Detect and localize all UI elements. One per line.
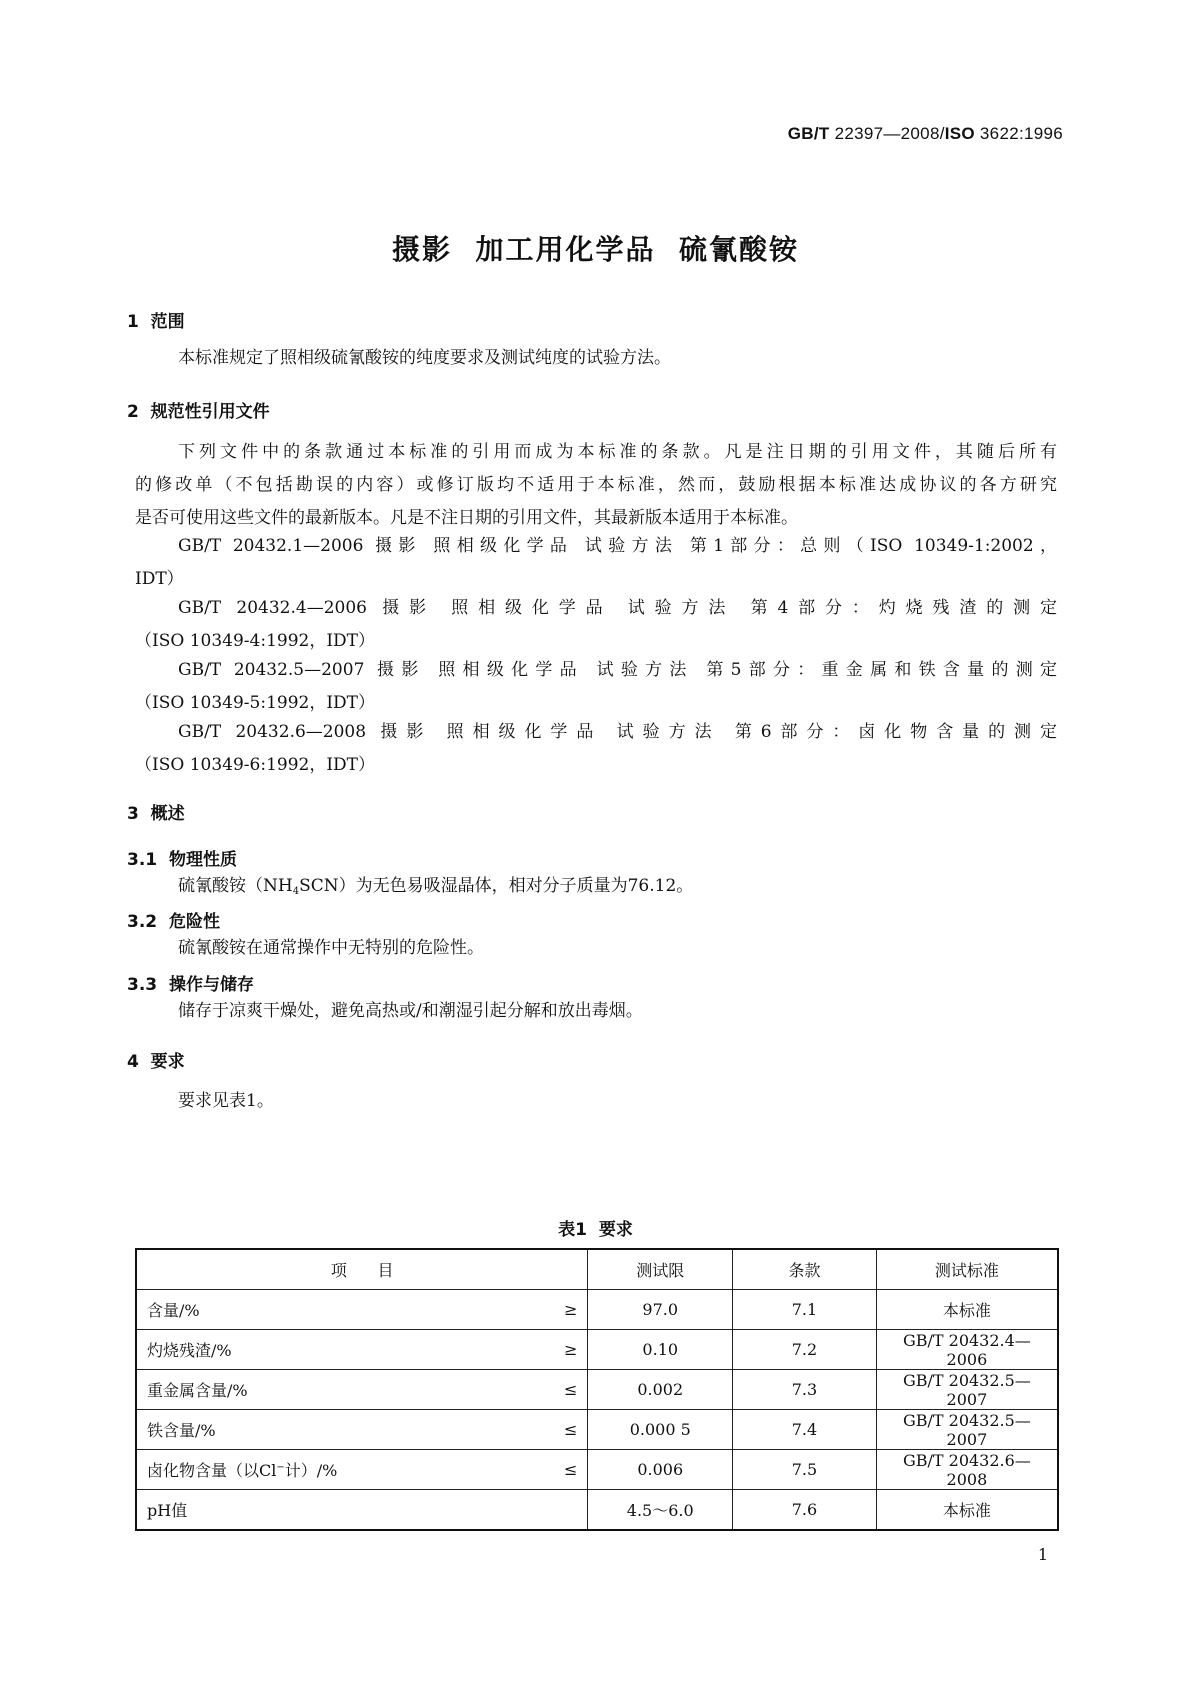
document-title: 摄影 加工用化学品 硫氰酸铵 (392, 233, 799, 266)
table-row (136, 1410, 1058, 1450)
standard-cell: GB/T 20432.5—2007 (876, 1410, 1058, 1450)
section-3-2-heading: 3.2 危险性 (127, 912, 220, 932)
standard-cell: GB/T 20432.5—2007 (876, 1370, 1058, 1410)
item-cell: pH值 (136, 1490, 588, 1531)
section-3-heading: 3 概述 (127, 804, 185, 824)
reference-item: GB/T 20432.4—2006 摄影 照相级化学品 试验方法 第4部分：灼烧残渣的测定 （ISO 10349-4:1992，IDT） (135, 598, 1057, 651)
section-4-heading: 4 要求 (127, 1052, 185, 1072)
clause-cell: 7.3 (733, 1370, 877, 1410)
standard-cell: GB/T 20432.6—2008 (876, 1450, 1058, 1490)
section-3-3-text: 储存于凉爽干燥处，避免高热或/和潮湿引起分解和放出毒烟。 (178, 1001, 643, 1021)
section-2-heading: 2 规范性引用文件 (127, 402, 270, 422)
limit-cell: 0.006 (588, 1450, 733, 1490)
item-cell: 重金属含量/% ≤ (136, 1370, 588, 1410)
limit-cell: 0.002 (588, 1370, 733, 1410)
clause-cell: 7.1 (733, 1290, 877, 1330)
clause-cell: 7.2 (733, 1330, 877, 1370)
clause-cell: 7.4 (733, 1410, 877, 1450)
limit-cell: 97.0 (588, 1290, 733, 1330)
clause-cell: 7.6 (733, 1490, 877, 1531)
standard-cell: 本标准 (876, 1490, 1058, 1531)
header-standard: 测试标准 (876, 1249, 1058, 1290)
table-caption: 表1 要求 (558, 1220, 633, 1240)
item-cell: 铁含量/% ≤ (136, 1410, 588, 1450)
header-item: 项 目 (136, 1249, 588, 1290)
standard-cell: GB/T 20432.4—2006 (876, 1330, 1058, 1370)
standard-code: GB/T 22397—2008/ISO 3622:1996 (787, 124, 1063, 143)
section-1-text: 本标准规定了照相级硫氰酸铵的纯度要求及测试纯度的试验方法。 (178, 348, 671, 368)
section-3-2-text: 硫氰酸铵在通常操作中无特别的危险性。 (178, 938, 484, 958)
table-header-row (136, 1249, 1058, 1290)
requirements-table (135, 1248, 1059, 1531)
page-number: 1 (1037, 1545, 1048, 1564)
table-row (136, 1450, 1058, 1490)
limit-cell: 4.5～6.0 (588, 1490, 733, 1531)
clause-cell: 7.5 (733, 1450, 877, 1490)
section-2-paragraph: 下列文件中的条款通过本标准的引用而成为本标准的条款。凡是注日期的引用文件，其随后所有 的修改单（不包括勘误的内容）或修订版均不适用于本标准，然而，鼓励根据本标准达成协议的各方研究 是否可使用这些文件的最新版本。凡是不注日期的引用文件，其最新版本适用于本标准。 (135, 442, 1057, 528)
table-row (136, 1370, 1058, 1410)
reference-item: GB/T 20432.1—2006 摄影 照相级化学品 试验方法 第1部分：总则（ISO 10349-1:2002， IDT） (135, 536, 1057, 589)
section-3-1-heading: 3.1 物理性质 (127, 850, 237, 870)
section-4-text: 要求见表1。 (178, 1091, 274, 1111)
item-cell: 含量/% ≥ (136, 1290, 588, 1330)
reference-item: GB/T 20432.6—2008 摄影 照相级化学品 试验方法 第6部分：卤化物含量的测定 （ISO 10349-6:1992，IDT） (135, 722, 1057, 775)
limit-cell: 0.10 (588, 1330, 733, 1370)
header-clause: 条款 (733, 1249, 877, 1290)
item-cell: 灼烧残渣/% ≥ (136, 1330, 588, 1370)
section-1-heading: 1 范围 (127, 312, 185, 332)
section-3-1-text: 硫氰酸铵$(NH_4SCN)$为无色易吸湿晶体，相对分子质量为76.12。 (178, 876, 694, 897)
standard-cell: 本标准 (876, 1290, 1058, 1330)
table-row (136, 1290, 1058, 1330)
header-limit: 测试限 (588, 1249, 733, 1290)
limit-cell: 0.000 5 (588, 1410, 733, 1450)
table-row (136, 1330, 1058, 1370)
section-3-3-heading: 3.3 操作与储存 (127, 975, 254, 995)
table-row (136, 1490, 1058, 1531)
item-cell: 卤化物含量（以Cl−计）/% ≤ (136, 1450, 588, 1490)
reference-item: GB/T 20432.5—2007 摄影 照相级化学品 试验方法 第5部分：重金属和铁含量的测定 （ISO 10349-5:1992，IDT） (135, 660, 1057, 713)
